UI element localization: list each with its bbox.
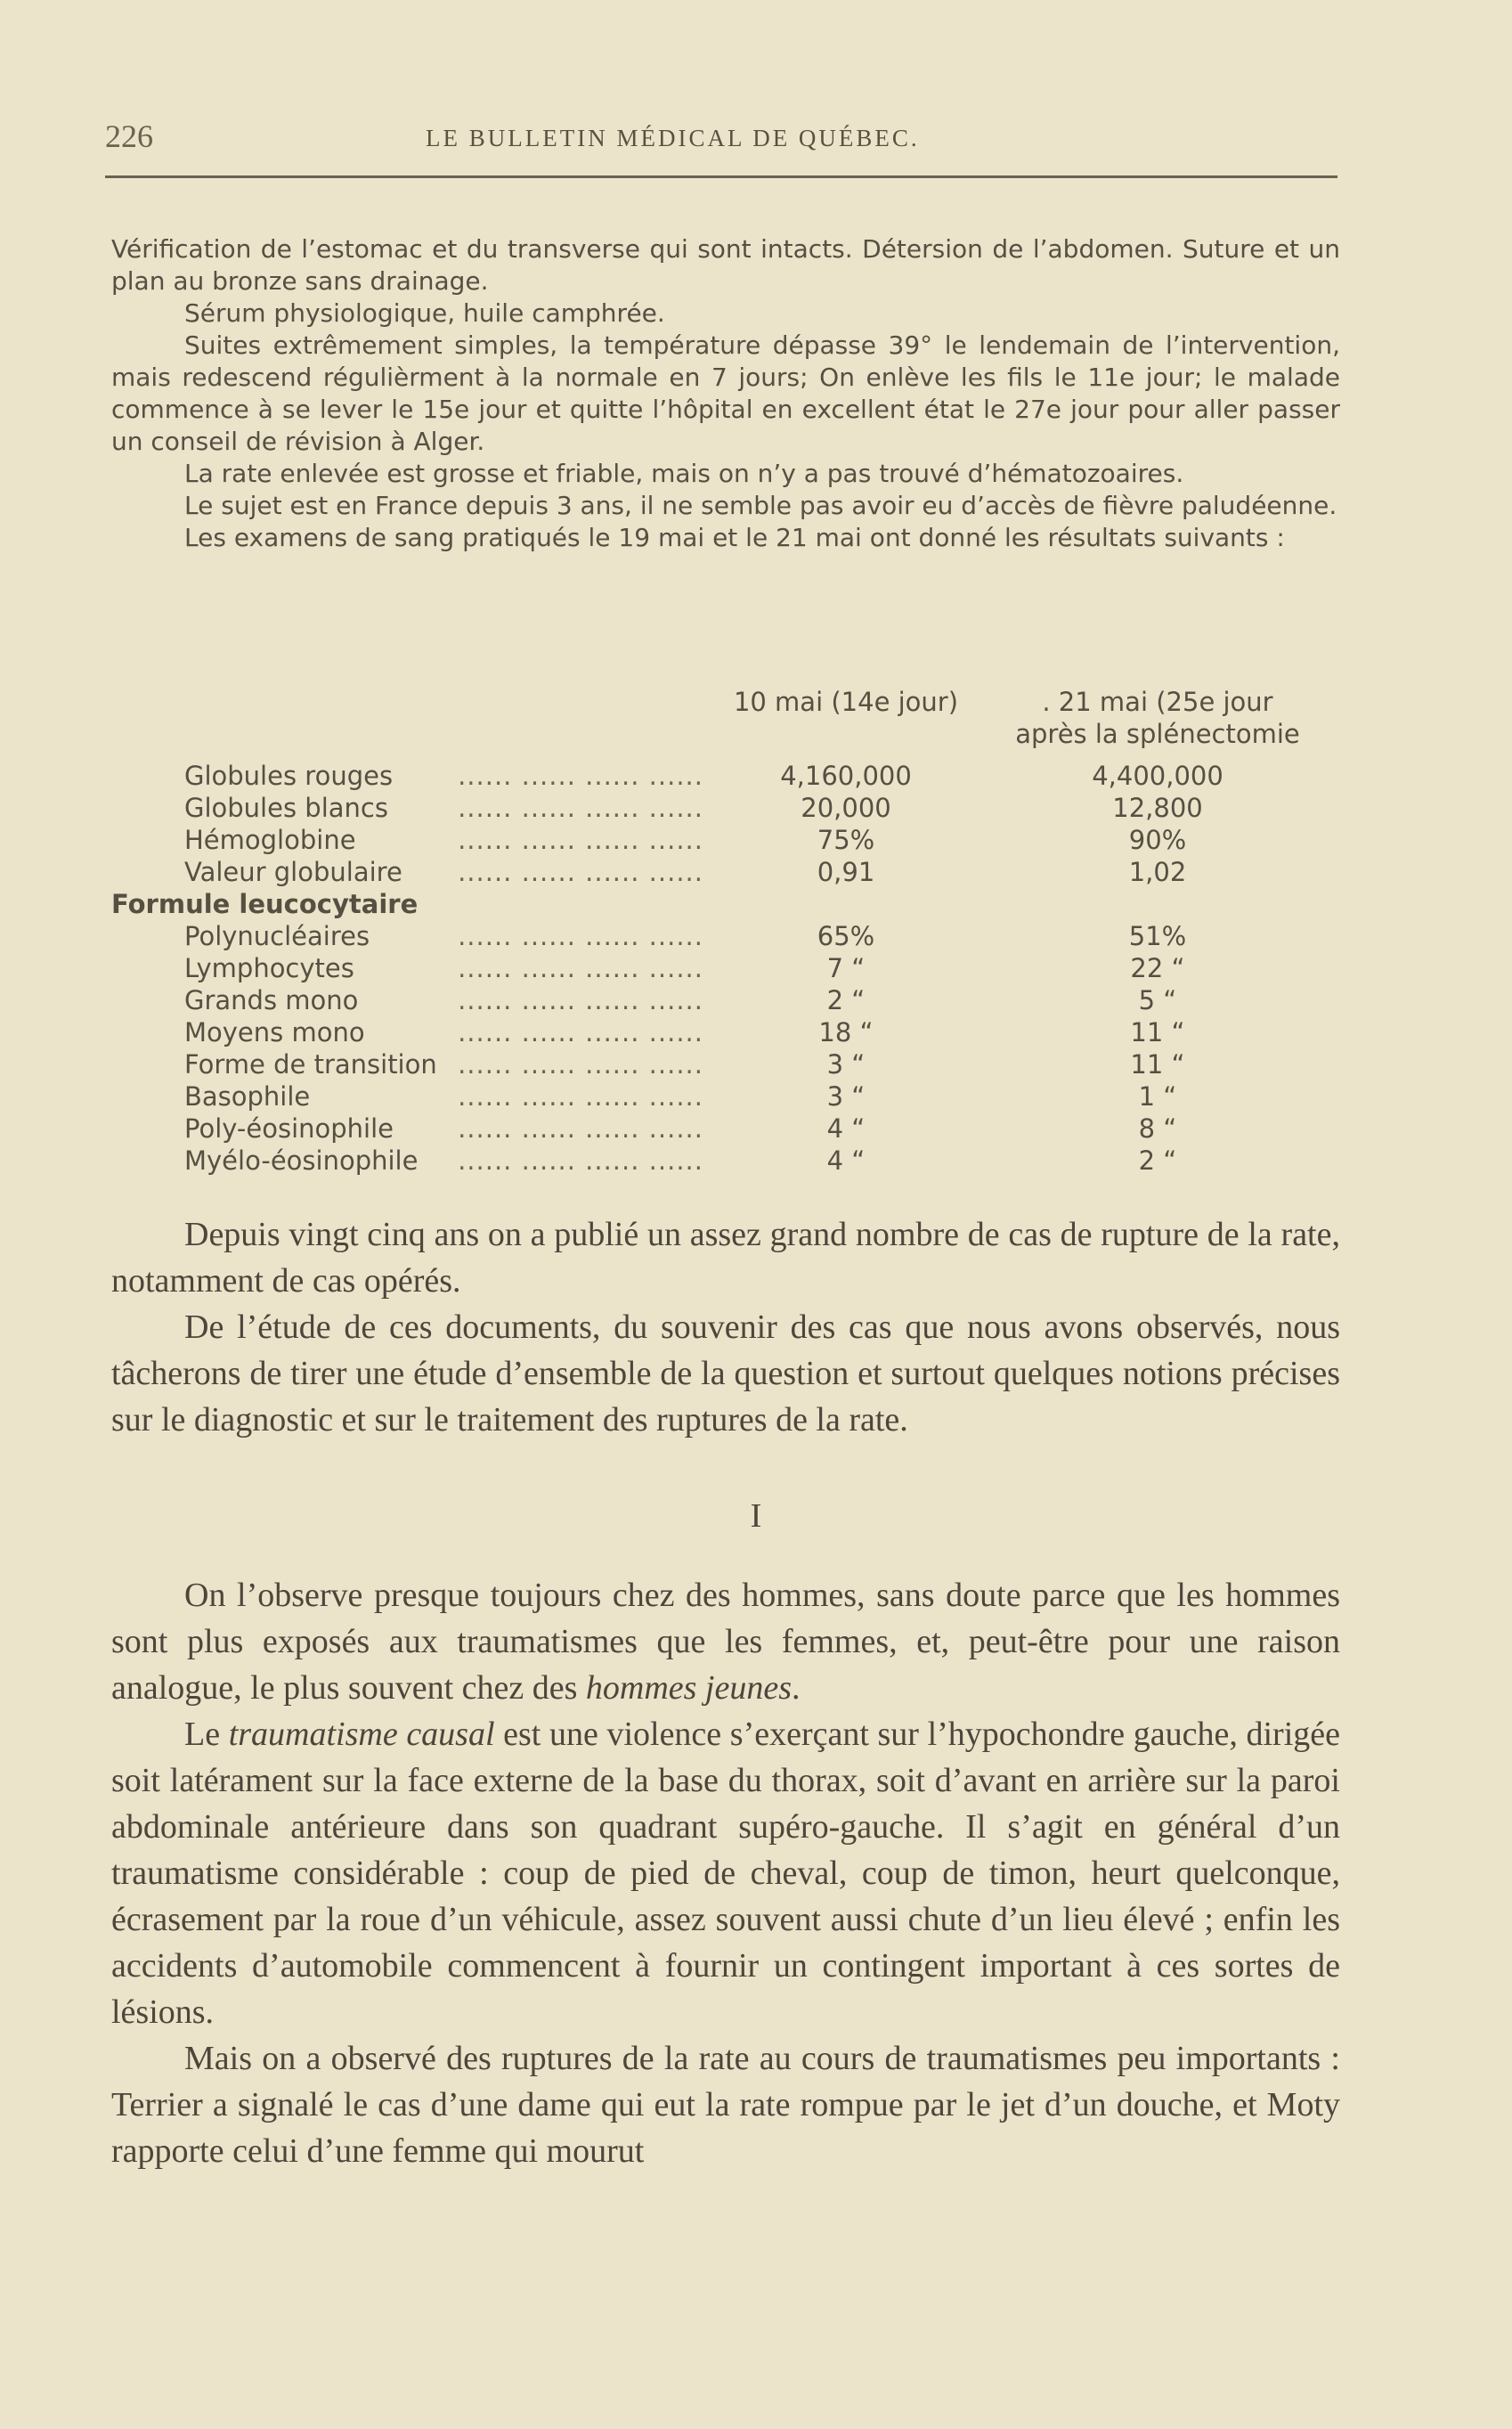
- emphasis: traumatisme causal: [228, 1716, 495, 1753]
- case-paragraph: Vérification de l’estomac et du transverse qui sont intacts. Détersion de l’abdomen. Suture et un plan au bronze sans drainage.: [111, 234, 1340, 296]
- running-title: LE BULLETIN MÉDICAL DE QUÉBEC.: [426, 125, 920, 151]
- body-text-upper: [111, 1211, 1340, 1443]
- body-paragraph: Mais on a observé des ruptures de la rate au cours de traumatismes peu importants : Terrier a signalé le cas d’une dame qui eut la rate rompue par le jet d’un douche, et Moty rapporte celui d’une femme qui mourut: [111, 2040, 1340, 2170]
- table-row: ...... ...... ...... ...... Forme de transition 3 “ 11 “: [184, 1049, 1185, 1080]
- header-rule: [105, 175, 1337, 178]
- table-row: ...... ...... ...... ...... Basophile 3 “ 1 “: [184, 1081, 1177, 1112]
- column-header-may-10: 10 mai (14e jour): [733, 687, 959, 717]
- page-header: [105, 118, 1337, 162]
- table-row: ...... ...... ...... ...... Poly-éosinophile 4 “ 8 “: [184, 1113, 1177, 1144]
- table-row: ...... ...... ...... ...... Lymphocytes 7 “ 22 “: [184, 953, 1185, 983]
- emphasis: hommes jeunes: [585, 1669, 793, 1707]
- section-numeral: I: [750, 1497, 762, 1535]
- table-row: ...... ...... ...... ...... Globules blancs 20,000 12,800: [184, 793, 1203, 823]
- column-header-may-21: . 21 mai (25e jour après la splénectomie: [1015, 687, 1300, 749]
- case-paragraph: La rate enlevée est grosse et friable, mais on n’y a pas trouvé d’hématozoaires.: [184, 459, 1184, 488]
- table-row: ...... ...... ...... ...... Moyens mono 18 “ 11 “: [184, 1017, 1185, 1047]
- table-row: ...... ...... ...... ...... Hémoglobine 75% 90%: [184, 825, 1187, 855]
- table-row: ...... ...... ...... ...... Grands mono 2 “ 5 “: [184, 985, 1177, 1015]
- case-paragraph: Suites extrêmement simples, la température dépasse 39° le lendemain de l’intervention, mais redescend régulièrment à la normale en 7 jours; On enlève les fils le 11e jour; le malade commence à se lever le 15e jour et quitte l’hôpital en excellent état le 27e jour pour aller passer un conseil de révision à Alger.: [111, 330, 1340, 456]
- table-row: ...... ...... ...... ...... Valeur globulaire 0,91 1,02: [184, 857, 1187, 887]
- case-paragraph: Le sujet est en France depuis 3 ans, il ne semble pas avoir eu d’accès de fièvre paludéenne.: [184, 491, 1337, 520]
- table-row: ...... ...... ...... ...... Globules rouges 4,160,000 4,400,000: [184, 761, 1223, 791]
- table-row: ...... ...... ...... ...... Polynucléaires 65% 51%: [184, 921, 1187, 951]
- body-paragraph: Le traumatisme causal est une violence s’exerçant sur l’hypochondre gauche, dirigée soit latérament sur la face externe de la base du thorax, soit d’avant en arrière sur la paroi abdominale antérieure dans son quadrant supéro-gauche. Il s’agit en général d’un traumatisme considérable : coup de pied de cheval, coup de timon, heurt quelconque, écrasement par la roue d’un véhicule, assez souvent aussi chute d’un lieu élevé ; enfin les accidents d’automobile commencent à fournir un contingent important à ces sortes de lésions.: [111, 1716, 1340, 2031]
- case-text: [111, 233, 1340, 554]
- table-row: ...... ...... ...... ...... Myélo-éosinophile 4 “ 2 “: [184, 1145, 1177, 1176]
- page-number: 226: [105, 118, 153, 154]
- body-paragraph: De l’étude de ces documents, du souvenir des cas que nous avons observés, nous tâcherons de tirer une étude d’ensemble de la question et surtout quelques notions précises sur le diagnostic et sur le traitement des ruptures de la rate.: [111, 1308, 1340, 1439]
- case-paragraph: Les examens de sang pratiqués le 19 mai et le 21 mai ont donné les résultats suivants :: [184, 523, 1285, 552]
- table-group-heading: Formule leucocytaire: [111, 889, 419, 919]
- body-paragraph: Depuis vingt cinq ans on a publié un assez grand nombre de cas de rupture de la rate, notamment de cas opérés.: [111, 1216, 1340, 1300]
- body-paragraph: On l’observe presque toujours chez des hommes, sans doute parce que les hommes sont plus exposés aux traumatismes que les femmes, et, peut-être pour une raison analogue, le plus souvent chez des hommes jeunes.: [111, 1577, 1340, 1707]
- case-paragraph: Sérum physiologique, huile camphrée.: [184, 298, 665, 328]
- body-text-lower: [111, 1572, 1340, 2174]
